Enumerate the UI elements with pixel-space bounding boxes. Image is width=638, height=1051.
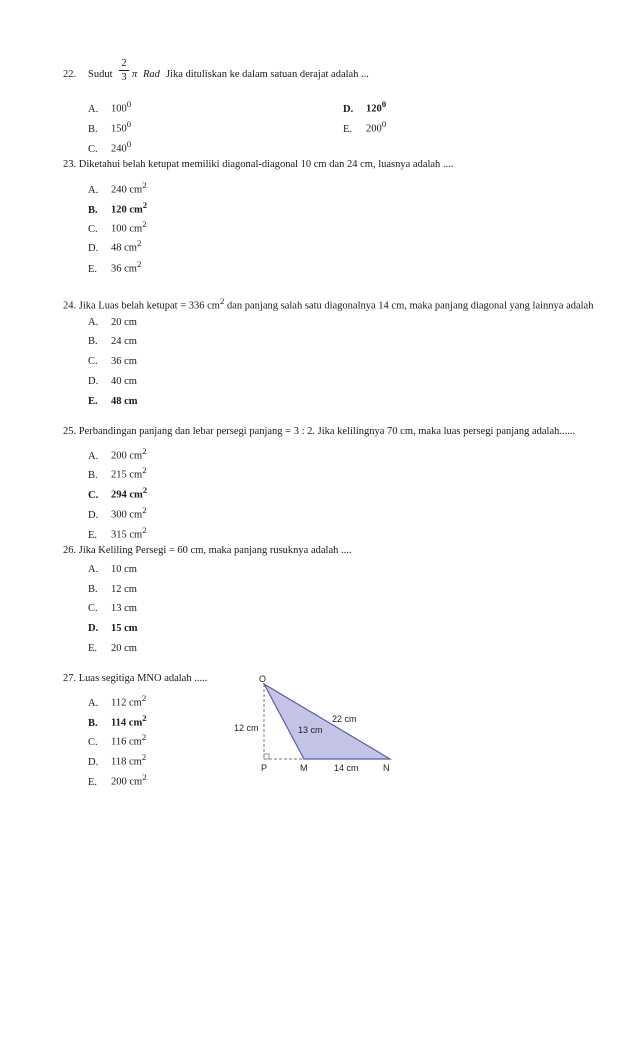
option-value: 48 cm	[111, 396, 138, 407]
option-letter: A.	[88, 564, 99, 575]
option-d[interactable]	[88, 376, 137, 387]
option-letter: E.	[88, 776, 98, 788]
option-a[interactable]	[88, 317, 137, 328]
superscript: 2	[142, 465, 147, 475]
vertex-label-m: M	[300, 763, 308, 773]
question-text-part: dan panjang salah satu diagonalnya 14 cm, maka panjang diagonal yang lainnya adalah	[224, 300, 594, 312]
option-value: 150	[111, 123, 127, 135]
side-label-op: 12 cm	[234, 723, 259, 733]
option-value: 100 cm	[111, 223, 143, 235]
option-e[interactable]	[88, 259, 141, 275]
option-letter: B.	[88, 204, 98, 216]
option-letter: B.	[88, 336, 98, 347]
option-letter: C.	[88, 603, 98, 614]
vertex-label-p: P	[261, 763, 268, 773]
question-text: 27. Luas segitiga MNO adalah .....	[63, 673, 208, 684]
question-text: 25. Perbandingan panjang dan lebar persegi panjang = 3 : 2. Jika kelilingnya 70 cm, maka luas persegi panjang adalah......	[63, 426, 576, 437]
option-value: 120 cm	[111, 204, 143, 216]
option-d[interactable]	[343, 99, 386, 115]
option-b[interactable]	[88, 465, 147, 481]
option-value: 20 cm	[111, 317, 137, 328]
side-label-on: 22 cm	[332, 714, 357, 724]
option-letter: E.	[88, 529, 98, 541]
option-value: 300 cm	[111, 509, 143, 521]
option-value: 200 cm	[111, 776, 143, 788]
superscript: 0	[381, 99, 387, 109]
option-letter: E.	[343, 123, 353, 135]
option-letter: E.	[88, 263, 98, 275]
option-value: 215 cm	[111, 469, 143, 481]
fraction-numerator: 2	[119, 58, 129, 71]
option-letter: D.	[88, 623, 99, 634]
option-value: 240 cm	[111, 184, 143, 196]
superscript: 2	[142, 505, 147, 515]
option-letter: B.	[88, 584, 98, 595]
superscript: 2	[142, 219, 147, 229]
option-e[interactable]	[88, 772, 147, 788]
option-c[interactable]	[88, 603, 137, 614]
option-value: 13 cm	[111, 603, 137, 614]
option-value: 10 cm	[111, 564, 137, 575]
option-letter: C.	[88, 356, 98, 367]
option-b[interactable]	[88, 713, 147, 729]
option-letter: A.	[88, 697, 99, 709]
option-c[interactable]	[88, 732, 146, 748]
option-letter: D.	[88, 376, 99, 387]
question-number: 22.	[63, 69, 77, 80]
question-text: 23. Diketahui belah ketupat memiliki diagonal-diagonal 10 cm dan 24 cm, luasnya adalah ....	[63, 159, 454, 170]
option-letter: A.	[88, 184, 99, 196]
option-letter: A.	[88, 450, 99, 462]
option-value: 240	[111, 143, 127, 155]
option-letter: C.	[88, 736, 98, 748]
option-value: 118 cm	[111, 756, 142, 768]
option-letter: A.	[88, 317, 99, 328]
superscript: 0	[381, 119, 387, 129]
option-letter: C.	[88, 223, 98, 235]
superscript: 2	[141, 693, 147, 703]
option-letter: C.	[88, 143, 98, 155]
option-e[interactable]	[88, 525, 147, 541]
option-c[interactable]	[88, 485, 147, 501]
option-a[interactable]	[88, 446, 147, 462]
option-value: 36 cm	[111, 263, 137, 275]
option-value: 12 cm	[111, 584, 137, 595]
option-value: 200	[366, 123, 382, 135]
option-a[interactable]	[88, 693, 146, 709]
superscript: 2	[141, 752, 147, 762]
fraction	[119, 58, 129, 84]
superscript: 2	[142, 446, 147, 456]
option-b[interactable]	[88, 119, 131, 135]
option-value: 116 cm	[111, 736, 142, 748]
superscript: 2	[142, 200, 148, 210]
option-value: 315 cm	[111, 529, 143, 541]
option-letter: D.	[88, 242, 99, 254]
fraction-denominator: 3	[121, 72, 127, 83]
question-text: 26. Jika Keliling Persegi = 60 cm, maka panjang rusuknya adalah ....	[63, 545, 352, 556]
option-letter: D.	[88, 509, 99, 521]
option-e[interactable]	[88, 643, 137, 654]
option-value: 24 cm	[111, 336, 137, 347]
option-d[interactable]	[88, 505, 147, 521]
option-letter: C.	[88, 489, 99, 501]
option-letter: B.	[88, 469, 98, 481]
superscript: 2	[142, 772, 147, 782]
option-value: 200 cm	[111, 450, 143, 462]
superscript: 2	[219, 296, 225, 306]
superscript: 2	[136, 259, 142, 269]
option-a[interactable]	[88, 564, 137, 575]
option-letter: B.	[88, 717, 98, 729]
option-d[interactable]	[88, 238, 141, 254]
question-text: Sudut	[88, 69, 113, 80]
pi-symbol: π	[132, 69, 138, 80]
superscript: 0	[126, 99, 132, 109]
superscript: 2	[142, 180, 147, 190]
option-e[interactable]	[88, 396, 138, 407]
superscript: 0	[126, 139, 132, 149]
option-d[interactable]	[88, 623, 138, 634]
option-d[interactable]	[88, 752, 146, 768]
option-value: 40 cm	[111, 376, 137, 387]
option-b[interactable]	[88, 336, 137, 347]
option-value: 112 cm	[111, 697, 142, 709]
superscript: 0	[126, 119, 132, 129]
option-value: 114 cm	[111, 717, 143, 729]
option-value: 20 cm	[111, 643, 137, 654]
rad-unit: Rad	[143, 69, 160, 80]
side-label-om: 13 cm	[298, 725, 323, 735]
option-value: 294 cm	[111, 489, 143, 501]
option-b[interactable]	[88, 584, 137, 595]
option-letter: E.	[88, 396, 98, 407]
vertex-label-n: N	[383, 763, 390, 773]
right-angle-marker	[264, 754, 269, 759]
option-value: 15 cm	[111, 623, 138, 634]
question-text	[63, 296, 593, 312]
option-c[interactable]	[88, 219, 147, 235]
triangle-mno-figure	[228, 670, 398, 780]
option-value: 36 cm	[111, 356, 137, 367]
option-c[interactable]	[88, 139, 131, 155]
option-letter: E.	[88, 643, 98, 654]
option-c[interactable]	[88, 356, 137, 367]
option-e[interactable]	[343, 119, 386, 135]
option-a[interactable]	[88, 99, 131, 115]
superscript: 2	[142, 713, 147, 723]
vertex-label-o: O	[259, 674, 267, 684]
option-value: 100	[111, 103, 127, 115]
triangle-mno	[264, 684, 390, 759]
question-text-part: 24. Jika Luas belah ketupat = 336 cm	[63, 300, 220, 312]
option-b[interactable]	[88, 200, 147, 216]
superscript: 2	[136, 238, 142, 248]
option-value: 120	[366, 103, 382, 115]
option-letter: D.	[343, 103, 354, 115]
superscript: 2	[142, 525, 147, 535]
question-text: Jika dituliskan ke dalam satuan derajat adalah ...	[166, 69, 369, 80]
option-letter: B.	[88, 123, 98, 135]
superscript: 2	[141, 732, 147, 742]
option-letter: A.	[88, 103, 99, 115]
option-value: 48 cm	[111, 242, 137, 254]
superscript: 2	[142, 485, 148, 495]
option-letter: D.	[88, 756, 99, 768]
side-label-mn: 14 cm	[334, 763, 359, 773]
option-a[interactable]	[88, 180, 147, 196]
